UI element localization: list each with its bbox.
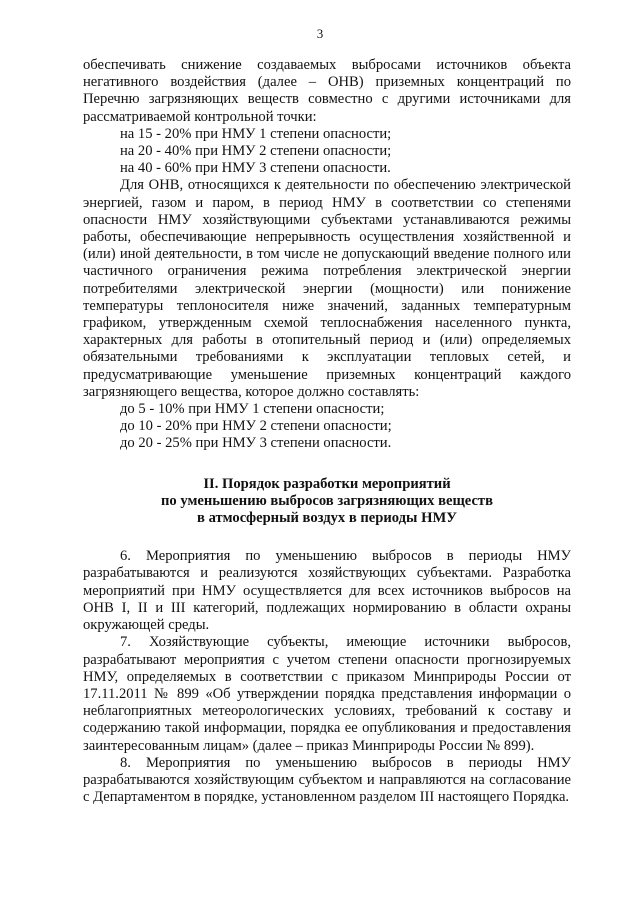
section-heading-line-1: II. Порядок разработки мероприятий [203, 475, 451, 492]
energy-reduction-item-2: до 10 - 20% при НМУ 2 степени опасности; [120, 418, 392, 435]
clause-7: 7. Хозяйствующие субъекты, имеющие источники выбросов, разрабатывают мероприятия с учетом степени опасности прогнозируемых НМУ, определяемых в соответствии с приказом Минприроды России от 17.11.2011 № 899 «Об утверждении порядка представления информации о неблагоприятных метеорологических условиях, требований к составу и содержанию такой информации, порядка ее опубликования и предоставления заинтересованным лицам» (далее – приказ Минприроды России № 899). [83, 634, 571, 754]
energy-reduction-item-1: до 5 - 10% при НМУ 1 степени опасности; [120, 401, 385, 418]
section-heading-line-2: по уменьшению выбросов загрязняющих веществ [160, 492, 493, 509]
intro-continuation: обеспечивать снижение создаваемых выбросами источников объекта негативного воздействия (далее – ОНВ) приземных концентраций по Перечню загрязняющих веществ совместно с другими источниками для рассматриваемой контрольной точки: [83, 57, 571, 125]
clause-6: 6. Мероприятия по уменьшению выбросов в периоды НМУ разрабатываются и реализуются хозяйствующих субъектами. Разработка мероприятий при НМУ осуществляется для всех источников выбросов на ОНВ I, II и III категорий, подлежащих нормированию в области охраны окружающей среды. [83, 548, 571, 634]
reduction-item-2: на 20 - 40% при НМУ 2 степени опасности; [120, 143, 392, 160]
spacer [83, 527, 571, 548]
spacer [83, 453, 571, 476]
reduction-item-1: на 15 - 20% при НМУ 1 степени опасности; [120, 125, 392, 142]
page-number: 3 [316, 26, 324, 41]
reduction-item-3: на 40 - 60% при НМУ 3 степени опасности. [120, 160, 391, 177]
energy-reduction-item-3: до 20 - 25% при НМУ 3 степени опасности. [120, 435, 392, 452]
document-body [83, 57, 571, 806]
energy-paragraph: Для ОНВ, относящихся к деятельности по обеспечению электрической энергией, газом и паром, в период НМУ в соответствии со степенями опасности НМУ хозяйствующими субъектами устанавливаются режимы работы, обеспечивающие непрерывность осуществления хозяйственной и (или) иной деятельности, в том числе не допускающий введение полного или частичного ограничения режима потребления электрической энергии потребителями электрической энергии (мощности) или понижение температуры теплоносителя ниже значений, заданных температурным графиком, утвержденным схемой теплоснабжения населенного пункта, характерных для работы в отопительный период и (или) определяемых обязательными требованиями к эксплуатации тепловых сетей, и предусматривающие уменьшение приземных концентраций каждого загрязняющего вещества, которое должно составлять: [83, 177, 571, 400]
clause-8: 8. Мероприятия по уменьшению выбросов в периоды НМУ разрабатываются хозяйствующим субъектом и направляются на согласование с Департаментом в порядке, установленном разделом III настоящего Порядка. [83, 754, 571, 806]
section-heading-line-3: в атмосферный воздух в периоды НМУ [197, 510, 457, 527]
